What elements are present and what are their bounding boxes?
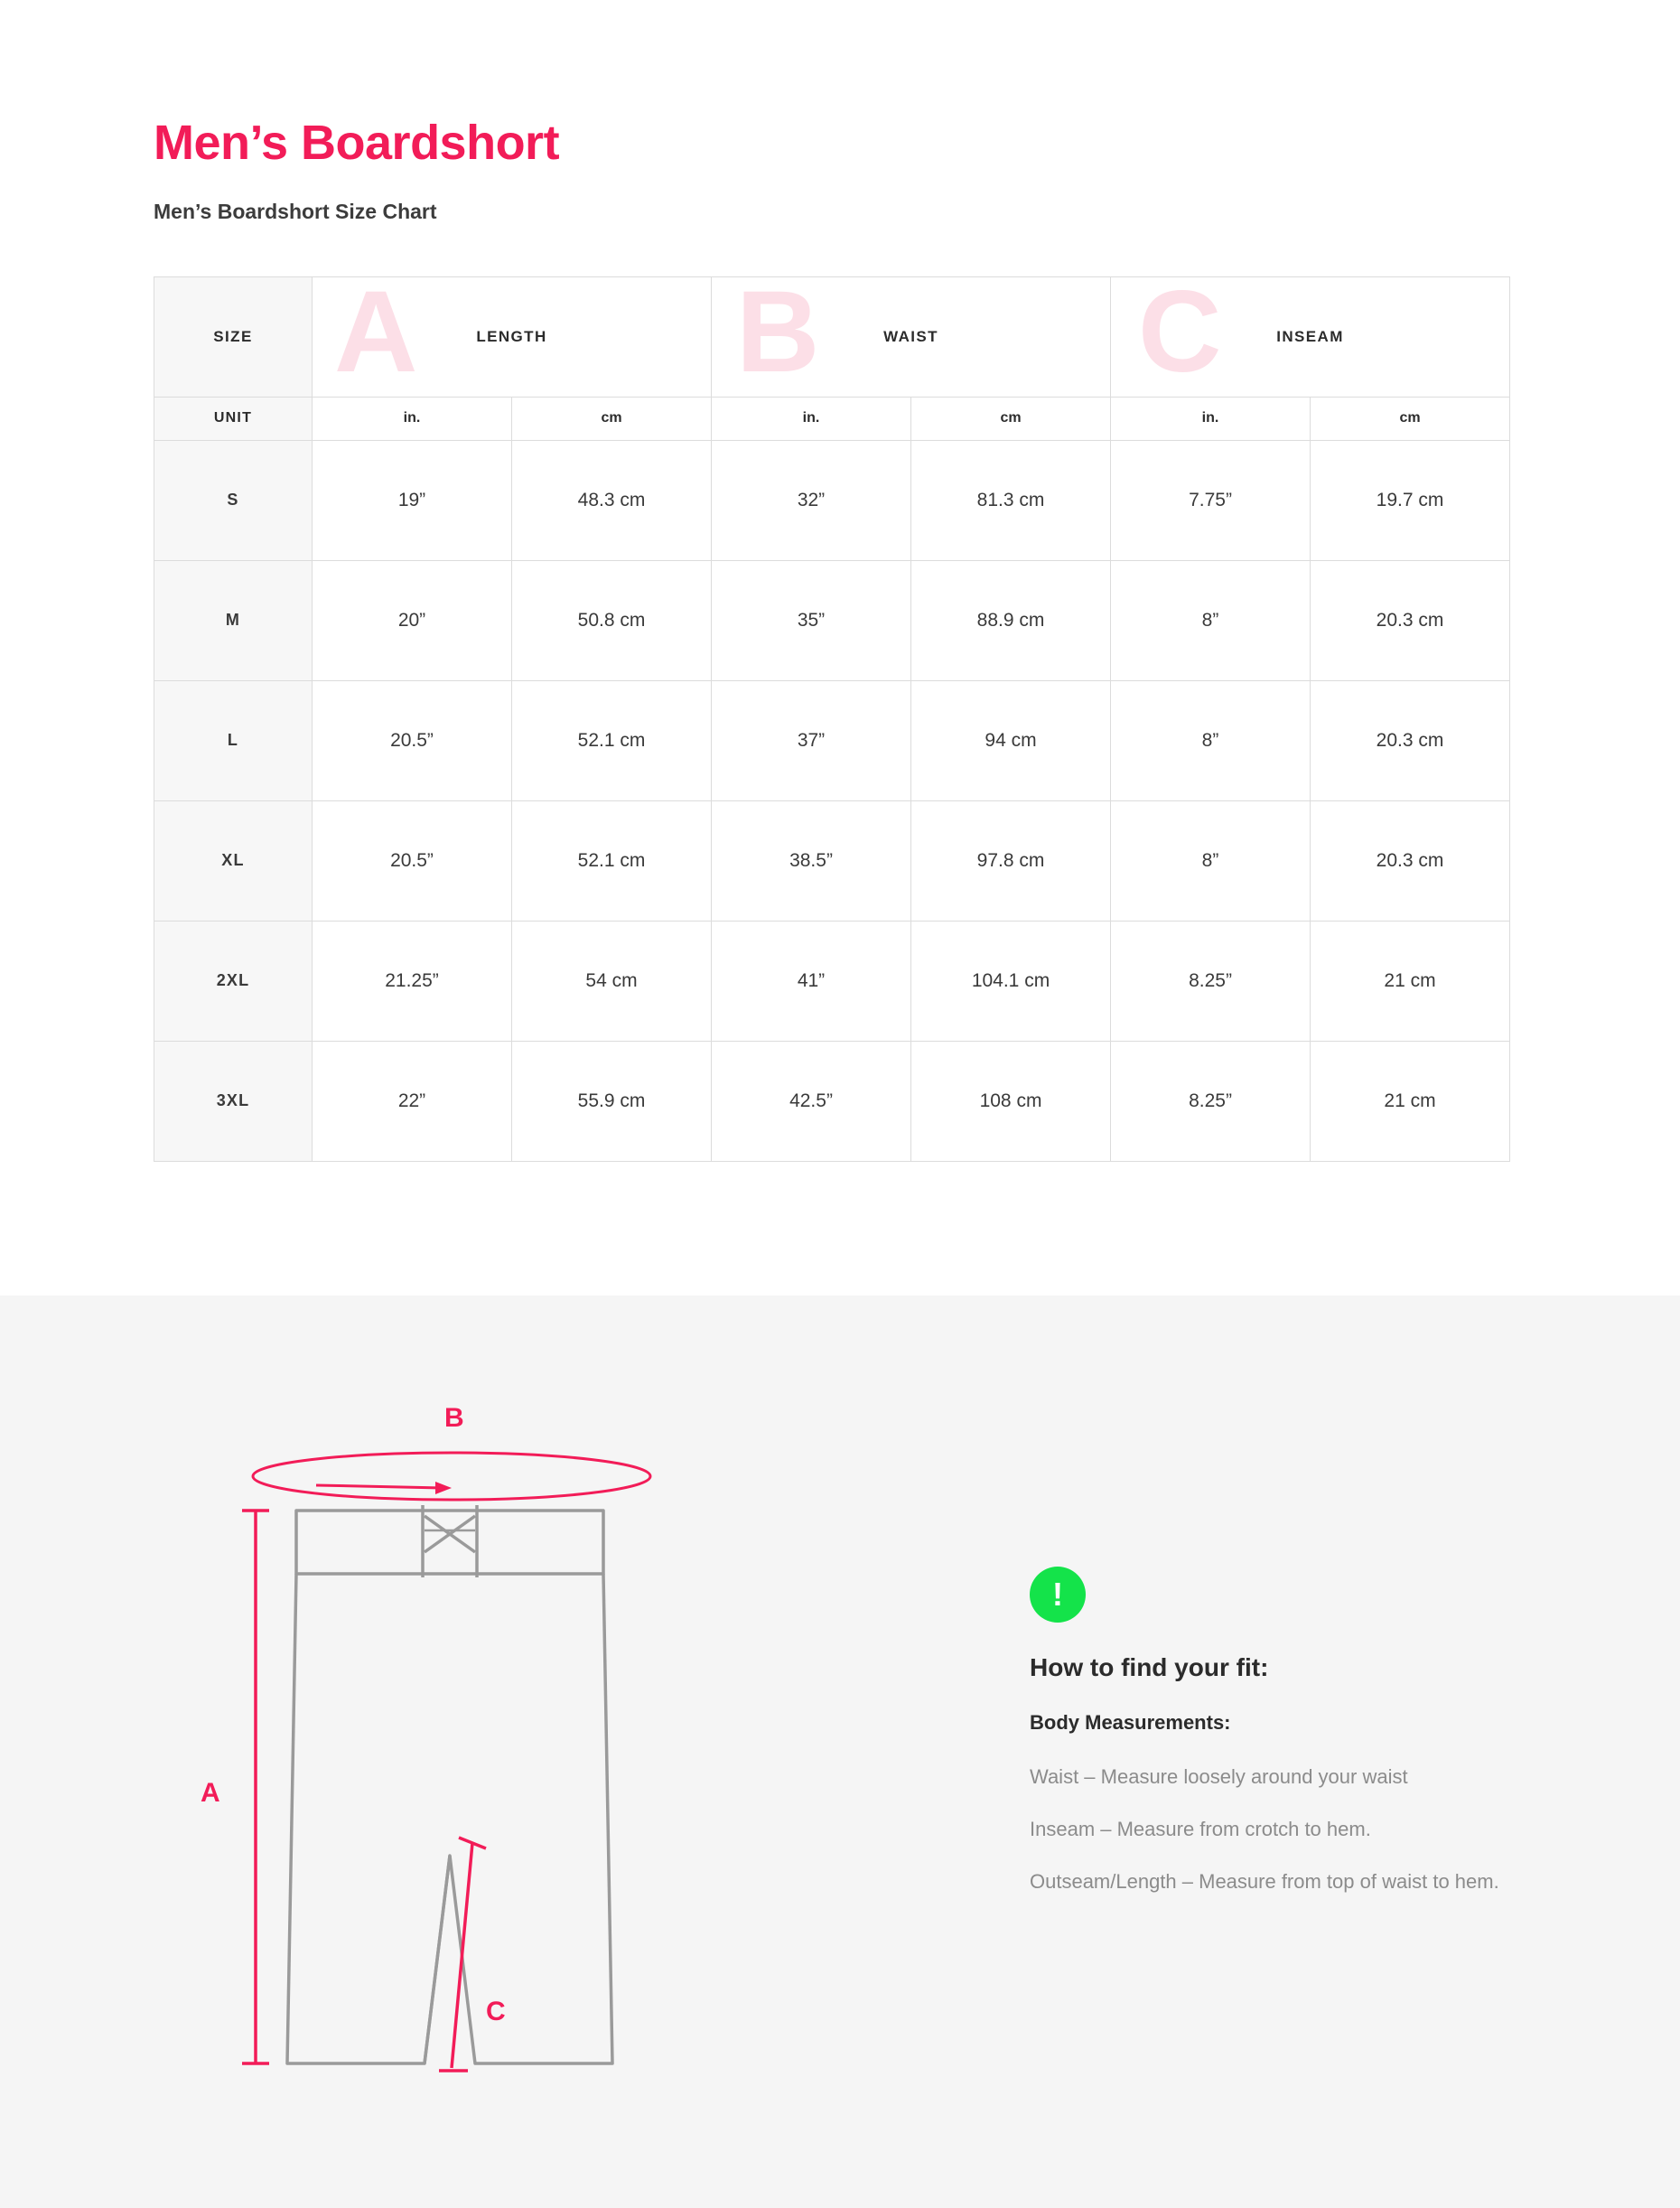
column-header-size: SIZE <box>154 276 313 397</box>
cell-length-cm: 50.8 cm <box>512 560 712 680</box>
cell-inseam-cm: 20.3 cm <box>1311 560 1510 680</box>
watermark-letter-c: C <box>1138 267 1222 397</box>
column-header-inseam: INSEAM <box>1111 276 1510 397</box>
cell-waist-cm: 108 cm <box>911 1041 1111 1161</box>
shorts-outline <box>287 1505 612 2063</box>
cell-length-in: 20” <box>313 560 512 680</box>
table-row <box>154 680 1510 800</box>
unit-header-inseam-in: in. <box>1111 397 1311 440</box>
table-unit-header-row <box>154 397 1510 440</box>
page-title: Men’s Boardshort <box>154 116 560 170</box>
size-chart-table-wrapper <box>154 267 1526 1162</box>
table-group-header-row <box>154 276 1510 397</box>
cell-waist-in: 35” <box>712 560 911 680</box>
measurement-tip-waist: Waist – Measure loosely around your waist <box>1030 1764 1408 1788</box>
measurement-tip-outseam: Outseam/Length – Measure from top of waist to hem. <box>1030 1869 1499 1893</box>
table-row <box>154 1041 1510 1161</box>
body-measurements-subtitle: Body Measurements: <box>1030 1710 1231 1734</box>
unit-header-length-in: in. <box>313 397 512 440</box>
cell-length-in: 20.5” <box>313 800 512 921</box>
row-size-label: L <box>154 680 313 800</box>
table-head <box>154 267 1510 440</box>
row-size-label: 2XL <box>154 921 313 1041</box>
table-row <box>154 800 1510 921</box>
diagram-label-b: B <box>444 1402 464 1433</box>
column-header-waist: WAIST <box>712 276 1111 397</box>
cell-waist-in: 37” <box>712 680 911 800</box>
table-row <box>154 440 1510 560</box>
cell-waist-in: 42.5” <box>712 1041 911 1161</box>
cell-length-in: 22” <box>313 1041 512 1161</box>
cell-inseam-cm: 21 cm <box>1311 921 1510 1041</box>
cell-waist-in: 41” <box>712 921 911 1041</box>
cell-inseam-cm: 19.7 cm <box>1311 440 1510 560</box>
cell-waist-cm: 81.3 cm <box>911 440 1111 560</box>
cell-waist-in: 32” <box>712 440 911 560</box>
cell-length-cm: 55.9 cm <box>512 1041 712 1161</box>
cell-waist-cm: 97.8 cm <box>911 800 1111 921</box>
cell-length-cm: 48.3 cm <box>512 440 712 560</box>
cell-waist-cm: 94 cm <box>911 680 1111 800</box>
watermark-letter-b: B <box>736 267 820 397</box>
table-row <box>154 560 1510 680</box>
unit-header-length-cm: cm <box>512 397 712 440</box>
cell-inseam-in: 8” <box>1111 800 1311 921</box>
fit-guide-section <box>0 1296 1680 2208</box>
cell-length-in: 21.25” <box>313 921 512 1041</box>
unit-header-waist-in: in. <box>712 397 911 440</box>
waist-arrow-line <box>316 1485 443 1488</box>
cell-inseam-in: 8” <box>1111 680 1311 800</box>
waist-arrow-head <box>435 1482 452 1494</box>
cell-length-cm: 52.1 cm <box>512 680 712 800</box>
column-header-unit: UNIT <box>154 397 313 440</box>
cell-inseam-in: 8.25” <box>1111 921 1311 1041</box>
cell-inseam-cm: 21 cm <box>1311 1041 1510 1161</box>
row-size-label: M <box>154 560 313 680</box>
row-size-label: XL <box>154 800 313 921</box>
size-chart-table <box>154 267 1510 1162</box>
row-size-label: 3XL <box>154 1041 313 1161</box>
diagram-label-a: A <box>201 1777 220 1808</box>
watermark-letter-a: A <box>334 267 418 397</box>
cell-waist-cm: 88.9 cm <box>911 560 1111 680</box>
cell-waist-cm: 104.1 cm <box>911 921 1111 1041</box>
length-measure-bracket <box>242 1511 269 2063</box>
cell-length-cm: 54 cm <box>512 921 712 1041</box>
inseam-measure-bracket <box>439 1838 486 2071</box>
cell-inseam-cm: 20.3 cm <box>1311 800 1510 921</box>
cell-inseam-in: 8.25” <box>1111 1041 1311 1161</box>
cell-waist-in: 38.5” <box>712 800 911 921</box>
table-row <box>154 921 1510 1041</box>
cell-inseam-in: 8” <box>1111 560 1311 680</box>
cell-length-in: 20.5” <box>313 680 512 800</box>
unit-header-waist-cm: cm <box>911 397 1111 440</box>
fit-info-title: How to find your fit: <box>1030 1652 1269 1681</box>
boardshort-diagram <box>154 1350 804 2154</box>
cell-inseam-cm: 20.3 cm <box>1311 680 1510 800</box>
measurement-tip-inseam: Inseam – Measure from crotch to hem. <box>1030 1817 1371 1840</box>
row-size-label: S <box>154 440 313 560</box>
cell-length-in: 19” <box>313 440 512 560</box>
waist-circumference-ellipse <box>253 1453 650 1500</box>
column-header-length: LENGTH <box>313 276 712 397</box>
cell-inseam-in: 7.75” <box>1111 440 1311 560</box>
diagram-label-c: C <box>486 1996 506 2026</box>
table-body <box>154 440 1510 1161</box>
page-subtitle: Men’s Boardshort Size Chart <box>154 199 437 223</box>
exclamation-icon: ! <box>1030 1567 1086 1623</box>
cell-length-cm: 52.1 cm <box>512 800 712 921</box>
fit-info-panel <box>804 1350 1526 2154</box>
unit-header-inseam-cm: cm <box>1311 397 1510 440</box>
boardshort-diagram-svg <box>154 1350 768 2109</box>
